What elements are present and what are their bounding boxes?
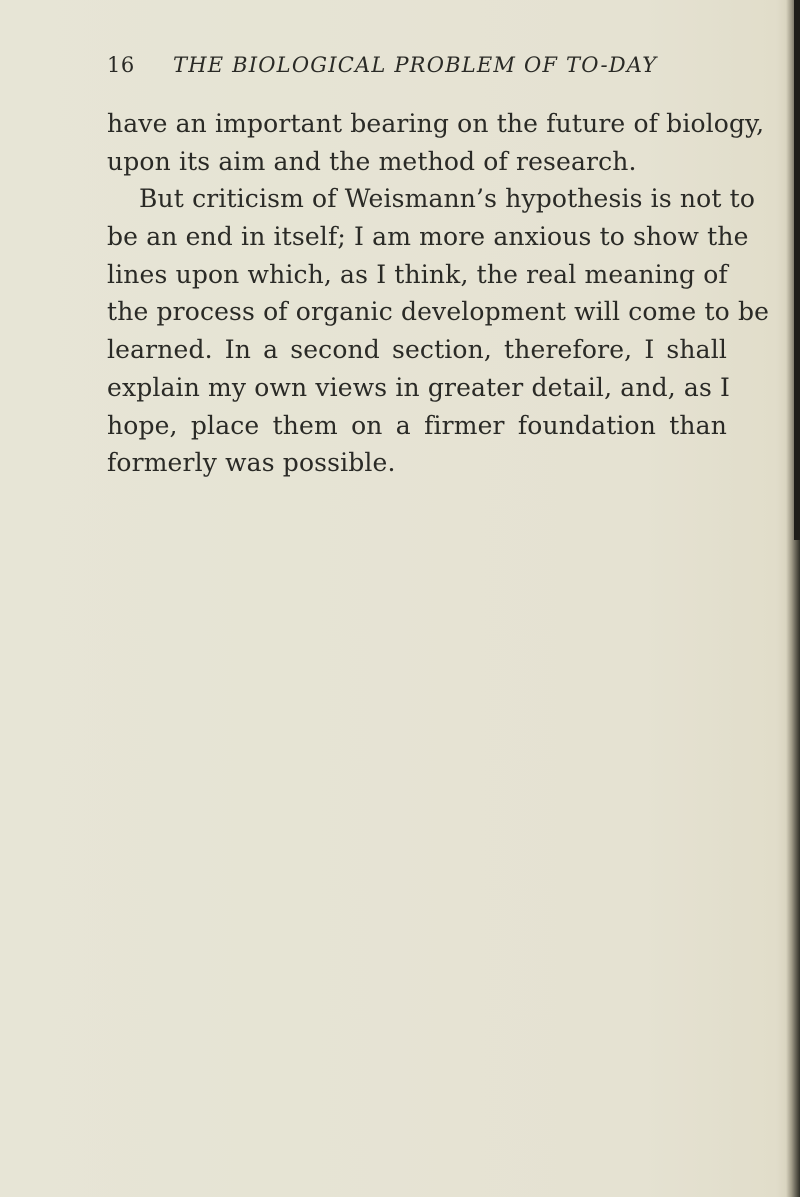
page-edge <box>794 0 800 540</box>
text-line: the process of organic development will come to be <box>107 297 770 327</box>
text-line: upon its aim and the method of research. <box>107 146 637 176</box>
body-text <box>107 105 770 482</box>
text-line: lines upon which, as I think, the real meaning of <box>107 259 728 289</box>
text-line: But criticism of Weismann’s hypothesis is not to <box>139 184 756 214</box>
text-line: learned. In a second section, therefore, I shall <box>107 335 727 365</box>
text-line: have an important bearing on the future of biology, <box>107 109 765 138</box>
text-line: be an end in itself; I am more anxious to show the <box>107 222 749 252</box>
running-head <box>107 50 727 80</box>
text-line: explain my own views in greater detail, and, as I <box>107 372 731 402</box>
text-line: hope, place them on a firmer foundation than <box>107 410 727 440</box>
text-line: formerly was possible. <box>107 448 396 478</box>
page-number: 16 <box>107 53 135 77</box>
running-title: THE BIOLOGICAL PROBLEM OF TO-DAY <box>173 53 658 77</box>
